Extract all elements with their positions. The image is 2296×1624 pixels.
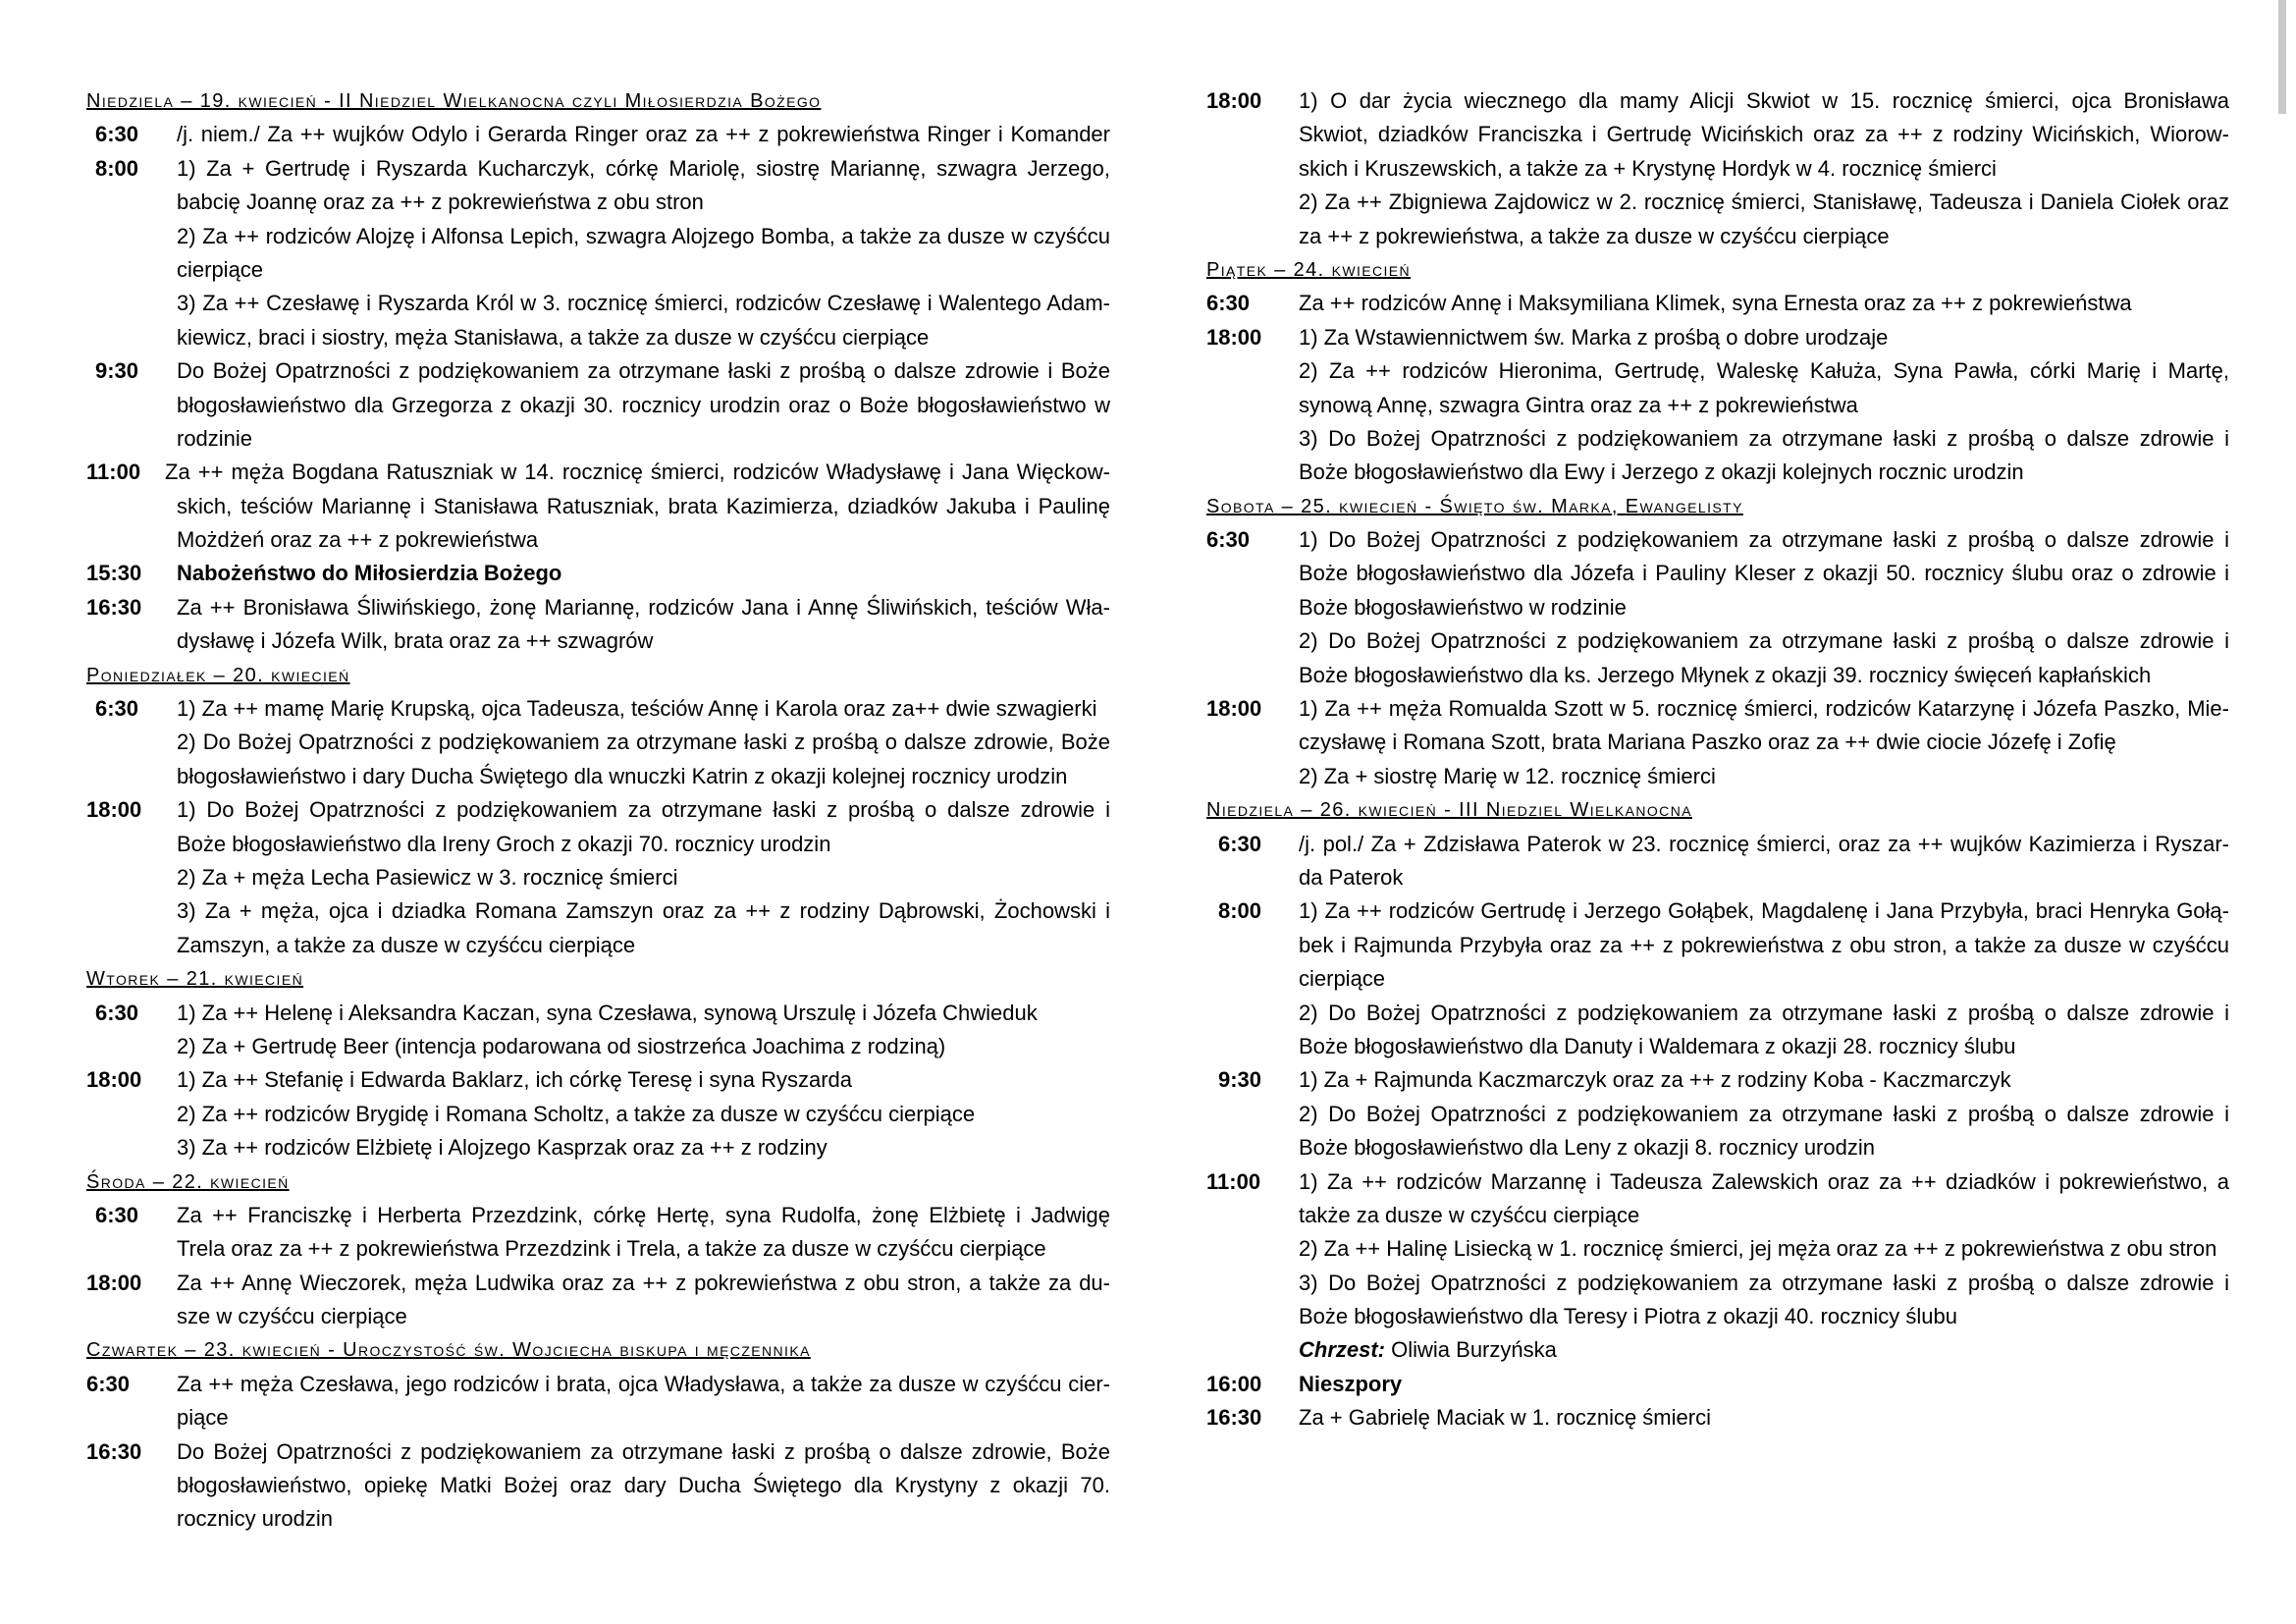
intention-line <box>86 726 1110 759</box>
mass-time: 6:30 <box>1218 831 1262 856</box>
mass-time <box>1206 929 1299 962</box>
intention-line <box>1206 523 2229 557</box>
mass-time <box>1206 861 1299 894</box>
intention-text: Nieszpory <box>1299 1371 1403 1396</box>
intention-text: 1) Za ++ Stefanię i Edwarda Baklarz, ich córkę Teresę i syna Ryszarda <box>177 1067 853 1093</box>
intention-line <box>1206 84 2229 118</box>
intention-line <box>86 152 1110 186</box>
intention-line <box>86 1300 1110 1333</box>
intention-text: Za ++ męża Czesława, jego rodziców i brata, ojca Władysława, a także za dusze w czyśćcu cier- <box>177 1371 1110 1396</box>
intention-line <box>1206 929 2229 962</box>
mass-time: 6:30 <box>95 1000 139 1025</box>
day-heading: Niedziela – 26. kwiecień - III Niedziel Wielkanocna <box>1206 799 1692 822</box>
intention-line <box>1206 962 2229 996</box>
intention-text: Za + Gabrielę Maciak w 1. rocznicę śmierci <box>1299 1405 1711 1431</box>
intention-text: 2) Do Bożej Opatrzności z podziękowaniem za otrzymane łaski z prośbą o dalsze zdrowie i <box>1299 1000 2229 1025</box>
day-heading: Sobota – 25. kwiecień - Święto św. Marka, Ewangelisty <box>1206 495 1743 517</box>
mass-time <box>86 1502 177 1536</box>
intention-text: /j. niem./ Za ++ wujków Odylo i Gerarda Ringer oraz za ++ z pokrewieństwa Ringer i Komander <box>177 122 1110 147</box>
mass-time <box>86 1098 177 1131</box>
intention-line <box>1206 152 2229 186</box>
mass-time <box>86 828 177 861</box>
mass-time <box>1206 1098 1299 1131</box>
intention-line <box>1206 456 2229 489</box>
mass-time <box>1206 1131 1299 1164</box>
intention-line <box>1206 287 2229 320</box>
intention-text: 2) Za + siostrę Marię w 12. rocznicę śmierci <box>1299 763 1716 788</box>
mass-time: 6:30 <box>86 1371 131 1396</box>
intention-line <box>86 861 1110 894</box>
intention-text: babcię Joannę oraz za ++ z pokrewieństwa z obu stron <box>177 189 704 215</box>
intention-text: 1) Do Bożej Opatrzności z podziękowaniem za otrzymane łaski z prośbą o dalsze zdrowie i <box>177 797 1110 823</box>
intention-text: 2) Do Bożej Opatrzności z podziękowaniem za otrzymane łaski z prośbą o dalsze zdrowie i <box>1299 628 2229 654</box>
intention-line <box>86 354 1110 388</box>
mass-time <box>86 624 177 658</box>
intention-text: sze w czyśćcu cierpiące <box>177 1304 407 1329</box>
intention-line <box>1206 1063 2229 1097</box>
mass-time: 9:30 <box>1218 1067 1262 1093</box>
mass-time <box>1206 354 1299 388</box>
intention-text: błogosławieństwo i dary Ducha Świętego dla wnuczki Katrin z okazji kolejnej rocznicy urodzin <box>177 763 1068 788</box>
intention-line <box>86 1199 1110 1232</box>
intention-text: piące <box>177 1405 229 1431</box>
mass-time <box>1206 659 1299 692</box>
intention-text: 1) Za ++ rodziców Gertrudę i Jerzego Gołąbek, Magdalenę i Jana Przybyła, braci Henryka Gołą- <box>1299 898 2229 924</box>
intention-line <box>86 591 1110 624</box>
mass-time <box>1206 962 1299 996</box>
mass-time <box>1206 220 1299 253</box>
mass-time <box>86 253 177 287</box>
intention-text: Za ++ Franciszkę i Herberta Przezdzink, córkę Hertę, syna Rudolfa, żonę Elżbietę i Jadwigę <box>177 1202 1110 1227</box>
intention-line <box>86 287 1110 320</box>
intention-line <box>86 1368 1110 1401</box>
intention-text: 3) Do Bożej Opatrzności z podziękowaniem za otrzymane łaski z prośbą o dalsze zdrowie i <box>1299 425 2229 451</box>
intention-text: Trela oraz za ++ z pokrewieństwa Przezdzink i Trela, a także za dusze w czyśćcu cierpiące <box>177 1236 1046 1262</box>
intention-text: błogosławieństwo, opiekę Matki Bożej oraz dary Ducha Świętego dla Krystyny z okazji 70. <box>177 1473 1110 1498</box>
intention-text: Do Bożej Opatrzności z podziękowaniem za otrzymane łaski z prośbą o dalsze zdrowie i Boże <box>177 358 1110 384</box>
mass-time <box>1206 389 1299 422</box>
intention-line <box>1206 997 2229 1030</box>
intention-text: Za ++ męża Bogdana Ratuszniak w 14. rocznicę śmierci, rodziców Władysławę i Jana Więckow- <box>165 460 1110 485</box>
intention-text: Boże błogosławieństwo dla Danuty i Waldemara z okazji 28. rocznicy ślubu <box>1299 1033 2016 1058</box>
intention-text: Za ++ Bronisława Śliwińskiego, żonę Mariannę, rodziców Jana i Annę Śliwińskich, teściów Wła- <box>177 594 1110 620</box>
intention-line <box>1206 1131 2229 1164</box>
intention-text: także za dusze w czyśćcu cierpiące <box>1299 1202 1640 1227</box>
mass-time <box>86 490 177 523</box>
intention-line <box>86 624 1110 658</box>
intention-line <box>1206 760 2229 793</box>
mass-time <box>86 1469 177 1502</box>
day-heading: Poniedziałek – 20. kwiecień <box>86 664 350 686</box>
intention-text: 1) Za ++ mamę Marię Krupską, ojca Tadeusza, teściów Annę i Karola oraz za++ dwie szwagierki <box>177 696 1097 722</box>
intention-text: 1) Za ++ rodziców Marzannę i Tadeusza Zalewskich oraz za ++ dziadków i pokrewieństwo, a <box>1299 1168 2229 1194</box>
intention-line <box>86 557 1110 590</box>
intention-line <box>1206 389 2229 422</box>
intention-line <box>1206 1232 2229 1266</box>
mass-time <box>86 220 177 253</box>
intention-text: 3) Za + męża, ojca i dziadka Romana Zamszyn oraz za ++ z rodziny Dąbrowski, Żochowski i <box>177 898 1110 924</box>
intention-text: błogosławieństwo dla Grzegorza z okazji 30. rocznicy urodzin oraz o Boże błogosławieństwo w <box>177 392 1110 417</box>
intention-line <box>86 1063 1110 1097</box>
intention-text: 2) Do Bożej Opatrzności z podziękowaniem za otrzymane łaski z prośbą o dalsze zdrowie, Boże <box>177 730 1110 755</box>
mass-time <box>86 321 177 354</box>
day-heading: Niedziela – 19. kwiecień - II Niedziel Wielkanocna czyli Miłosierdzia Bożego <box>86 90 822 112</box>
mass-time <box>86 1300 177 1333</box>
intention-line <box>86 422 1110 456</box>
mass-time: 6:30 <box>1206 527 1251 553</box>
intention-line <box>86 186 1110 219</box>
intention-line <box>86 1267 1110 1300</box>
day-heading: Środa – 22. kwiecień <box>86 1170 290 1193</box>
mass-time: 6:30 <box>95 696 139 722</box>
intention-line <box>86 490 1110 523</box>
intention-text: 2) Za ++ rodziców Brygidę i Romana Scholtz, a także za dusze w czyśćcu cierpiące <box>177 1101 976 1126</box>
mass-time: 15:30 <box>86 561 142 586</box>
intention-text: da Paterok <box>1299 864 1404 890</box>
mass-time <box>86 186 177 219</box>
intention-text: Za ++ Annę Wieczorek, męża Ludwika oraz za ++ z pokrewieństwa z obu stron, a także za du- <box>177 1270 1110 1295</box>
mass-time <box>86 760 177 793</box>
mass-time: 8:00 <box>1218 898 1262 924</box>
intention-line <box>86 1401 1110 1435</box>
intention-line <box>1206 1300 2229 1333</box>
intention-line <box>1206 692 2229 726</box>
intention-text: 2) Za ++ Halinę Lisiecką w 1. rocznicę śmierci, jej męża oraz za ++ z pokrewieństwa z obu stron <box>1299 1236 2217 1262</box>
intention-line <box>1206 1333 2229 1367</box>
intention-line <box>1206 422 2229 456</box>
mass-time: 16:30 <box>86 1438 142 1464</box>
intention-text: Boże błogosławieństwo dla Ewy i Jerzego z okazji kolejnych rocznic urodzin <box>1299 460 2024 485</box>
intention-line <box>86 1232 1110 1266</box>
mass-time <box>1206 456 1299 489</box>
intention-text: rodzinie <box>177 425 253 451</box>
mass-time <box>1206 557 1299 590</box>
intention-text: za ++ z pokrewieństwa, a także za dusze w czyśćcu cierpiące <box>1299 223 1890 248</box>
intention-text: cierpiące <box>1299 966 1386 992</box>
intention-line <box>1206 1401 2229 1435</box>
intention-text: czysławę i Romana Szott, brata Mariana Paszko oraz za ++ dwie ciocie Józefę i Zofię <box>1299 730 2116 755</box>
intention-text: 3) Do Bożej Opatrzności z podziękowaniem za otrzymane łaski z prośbą o dalsze zdrowie i <box>1299 1270 2229 1295</box>
intention-line <box>1206 186 2229 219</box>
intention-text <box>1299 1333 2229 1367</box>
intention-line <box>1206 1098 2229 1131</box>
intention-line <box>1206 1199 2229 1232</box>
intention-line <box>86 929 1110 962</box>
intention-text: kiewicz, braci i siostry, męża Stanisława, a także za dusze w czyśćcu cierpiące <box>177 324 930 350</box>
intention-text: Boże błogosławieństwo dla Józefa i Pauliny Kleser z okazji 50. rocznicy ślubu oraz o zdrowie i <box>1299 561 2229 586</box>
day-heading: Piątek – 24. kwiecień <box>1206 258 1412 281</box>
intention-line <box>1206 624 2229 658</box>
mass-time <box>86 894 177 928</box>
intention-text: 1) O dar życia wiecznego dla mamy Alicji Skwiot w 15. rocznicę śmierci, ojca Bronisława <box>1299 88 2229 113</box>
baptism-label: Chrzest: <box>1299 1337 1386 1363</box>
intention-text: 1) Za ++ męża Romualda Szott w 5. rocznicę śmierci, rodziców Katarzynę i Józefa Paszko, Mie- <box>1299 696 2229 722</box>
intention-text: Boże błogosławieństwo dla Teresy i Piotra z okazji 40. rocznicy ślubu <box>1299 1304 1957 1329</box>
day-heading: Czwartek – 23. kwiecień - Uroczystość św. Wojciecha biskupa i męczennika <box>86 1339 811 1362</box>
intention-line <box>1206 659 2229 692</box>
intention-text: synową Annę, szwagra Gintra oraz za ++ z pokrewieństwa <box>1299 392 1858 417</box>
mass-time <box>1206 1333 1299 1367</box>
intention-line <box>1206 557 2229 590</box>
mass-time: 18:00 <box>1206 696 1262 722</box>
intention-line <box>1206 354 2229 388</box>
intention-line <box>1206 118 2229 151</box>
intention-text: 3) Za ++ rodziców Elżbietę i Alojzego Kasprzak oraz za ++ z rodziny <box>177 1135 828 1161</box>
mass-time: 18:00 <box>1206 324 1262 350</box>
intention-line <box>86 1030 1110 1063</box>
intention-text: Boże błogosławieństwo dla Ireny Groch z okazji 70. rocznicy urodzin <box>177 831 831 856</box>
mass-time <box>1206 118 1299 151</box>
intention-line <box>86 692 1110 726</box>
intention-text: 1) Za + Rajmunda Kaczmarczyk oraz za ++ z rodziny Koba - Kaczmarczyk <box>1299 1067 2011 1093</box>
mass-time <box>1206 186 1299 219</box>
intention-text: rocznicy urodzin <box>177 1506 333 1532</box>
mass-time <box>86 929 177 962</box>
intention-line <box>1206 828 2229 861</box>
mass-time <box>86 726 177 759</box>
intention-text: 1) Za Wstawiennictwem św. Marka z prośbą o dobre urodzaje <box>1299 324 1889 350</box>
intention-text: 2) Za + Gertrudę Beer (intencja podarowana od siostrzeńca Joachima z rodziną) <box>177 1033 946 1058</box>
intention-line <box>86 828 1110 861</box>
mass-time <box>86 1401 177 1435</box>
intention-text: 2) Do Bożej Opatrzności z podziękowaniem za otrzymane łaski z prośbą o dalsze zdrowie i <box>1299 1101 2229 1126</box>
intention-text: cierpiące <box>177 256 264 282</box>
intention-line <box>1206 220 2229 253</box>
intention-text: 1) Za + Gertrudę i Ryszarda Kucharczyk, córkę Mariolę, siostrę Mariannę, szwagra Jerzego, <box>177 155 1110 181</box>
intention-line <box>1206 321 2229 354</box>
intention-line <box>86 1435 1110 1469</box>
mass-time: 18:00 <box>1206 88 1262 113</box>
mass-time <box>1206 422 1299 456</box>
mass-time: 6:30 <box>1206 291 1251 316</box>
intention-text: Możdżeń oraz za ++ z pokrewieństwa <box>177 527 539 553</box>
intention-text: Nabożeństwo do Miłosierdzia Bożego <box>177 561 562 586</box>
intention-text: 1) Do Bożej Opatrzności z podziękowaniem za otrzymane łaski z prośbą o dalsze zdrowie i <box>1299 527 2229 553</box>
intention-text: dysławę i Józefa Wilk, brata oraz za ++ szwagrów <box>177 628 654 654</box>
mass-time: 16:30 <box>1206 1405 1262 1431</box>
mass-time <box>86 389 177 422</box>
left-column <box>86 84 1110 1537</box>
intention-text: 2) Za + męża Lecha Pasiewicz w 3. rocznicę śmierci <box>177 864 678 890</box>
intention-line <box>1206 726 2229 759</box>
mass-time: 9:30 <box>95 358 139 384</box>
mass-time <box>86 287 177 320</box>
intention-text: Zamszyn, a także za dusze w czyśćcu cierpiące <box>177 932 636 957</box>
intention-line <box>86 1098 1110 1131</box>
scrollbar[interactable] <box>2278 0 2286 114</box>
mass-time <box>86 1030 177 1063</box>
intention-text: Skwiot, dziadków Franciszka i Gertrudę Wicińskich oraz za ++ z rodziny Wicińskich, Wiorow- <box>1299 122 2229 147</box>
intention-line <box>1206 894 2229 928</box>
mass-time: 16:30 <box>86 594 142 620</box>
intention-line <box>1206 1030 2229 1063</box>
intention-text: skich i Kruszewskich, a także za + Krystynę Hordyk w 4. rocznicę śmierci <box>1299 155 1997 181</box>
mass-time <box>1206 591 1299 624</box>
mass-time <box>1206 1232 1299 1266</box>
mass-time <box>1206 152 1299 186</box>
intention-text: 3) Za ++ Czesławę i Ryszarda Król w 3. rocznicę śmierci, rodziców Czesławę i Walentego Adam- <box>177 291 1110 316</box>
mass-time: 6:30 <box>95 1202 139 1227</box>
intention-line <box>1206 1368 2229 1401</box>
intention-line <box>86 793 1110 827</box>
mass-time <box>1206 624 1299 658</box>
intention-text: bek i Rajmunda Przybyła oraz za ++ z pokrewieństwa z obu stron, a także za dusze w czyśćcu <box>1299 932 2229 957</box>
intention-line <box>86 456 1110 489</box>
mass-time <box>1206 997 1299 1030</box>
intention-line <box>1206 861 2229 894</box>
intention-line <box>86 118 1110 151</box>
intention-text: /j. pol./ Za + Zdzisława Paterok w 23. rocznicę śmierci, oraz za ++ wujków Kazimierza i Ryszar- <box>1299 831 2229 856</box>
mass-time <box>1206 1300 1299 1333</box>
intention-text: Boże błogosławieństwo dla Leny z okazji 8. rocznicy urodzin <box>1299 1135 1875 1161</box>
intention-line <box>86 1469 1110 1502</box>
intention-line <box>86 760 1110 793</box>
intention-text: skich, teściów Mariannę i Stanisława Ratuszniak, brata Kazimierza, dziadków Jakuba i Paulinę <box>177 493 1110 518</box>
baptism-name: Oliwia Burzyńska <box>1391 1337 1557 1363</box>
intention-text: Boże błogosławieństwo dla ks. Jerzego Młynek z okazji 39. rocznicy święceń kapłańskich <box>1299 662 2152 687</box>
mass-time <box>1206 1199 1299 1232</box>
intention-line <box>1206 591 2229 624</box>
intention-text: 1) Za ++ Helenę i Aleksandra Kaczan, syna Czesława, synową Urszulę i Józefa Chwieduk <box>177 1000 1038 1025</box>
intention-line <box>86 997 1110 1030</box>
mass-time <box>86 1232 177 1266</box>
mass-time <box>86 523 177 557</box>
mass-time: 18:00 <box>86 1270 142 1295</box>
right-column <box>1206 84 2229 1435</box>
mass-time: 16:00 <box>1206 1371 1262 1396</box>
mass-time: 18:00 <box>86 1067 142 1093</box>
mass-time: 11:00 <box>86 460 141 485</box>
intention-line <box>86 389 1110 422</box>
mass-time: 6:30 <box>95 122 139 147</box>
intention-line <box>86 253 1110 287</box>
intention-text: Do Bożej Opatrzności z podziękowaniem za otrzymane łaski z prośbą o dalsze zdrowie, Boże <box>177 1438 1110 1464</box>
mass-time <box>86 861 177 894</box>
intention-line <box>86 321 1110 354</box>
mass-time <box>86 1131 177 1164</box>
intention-line <box>86 220 1110 253</box>
intention-line <box>1206 1165 2229 1199</box>
intention-line <box>86 894 1110 928</box>
intention-line <box>86 1502 1110 1536</box>
mass-time <box>86 422 177 456</box>
day-heading: Wtorek – 21. kwiecień <box>86 968 304 991</box>
intention-line <box>86 523 1110 557</box>
intention-text: Boże błogosławieństwo w rodzinie <box>1299 594 1627 620</box>
mass-time <box>1206 1267 1299 1300</box>
mass-time <box>1206 1030 1299 1063</box>
mass-time <box>1206 760 1299 793</box>
mass-time <box>1206 726 1299 759</box>
intention-text: Za ++ rodziców Annę i Maksymiliana Klimek, syna Ernesta oraz za ++ z pokrewieństwa <box>1299 291 2132 316</box>
intention-text: 2) Za ++ rodziców Hieronima, Gertrudę, Waleskę Kałuża, Syna Pawła, córki Marię i Martę, <box>1299 358 2229 384</box>
intention-text: 2) Za ++ rodziców Alojzę i Alfonsa Lepich, szwagra Alojzego Bomba, a także za dusze w czyśćcu <box>177 223 1110 248</box>
intention-line <box>86 1131 1110 1164</box>
mass-time: 18:00 <box>86 797 142 823</box>
mass-time: 11:00 <box>1206 1168 1261 1194</box>
intention-text: 2) Za ++ Zbigniewa Zajdowicz w 2. rocznicę śmierci, Stanisławę, Tadeusza i Daniela Ciołek oraz <box>1299 189 2229 215</box>
intention-line <box>1206 1267 2229 1300</box>
mass-time: 8:00 <box>95 155 139 181</box>
